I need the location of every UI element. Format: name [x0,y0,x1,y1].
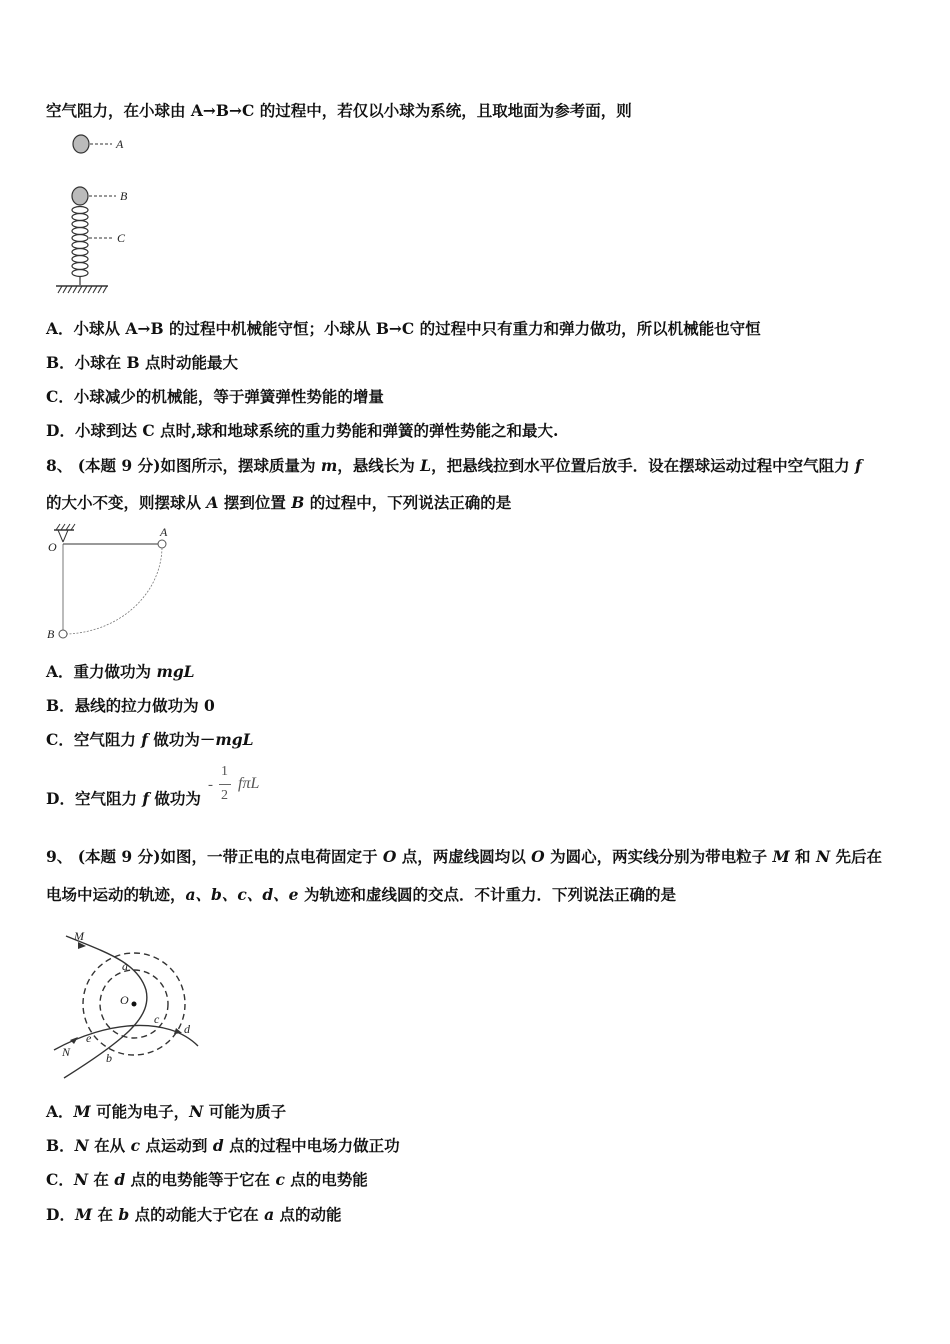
label-b: b [106,1051,112,1065]
q9-option-d[interactable]: D．M 在 b 点的动能大于它在 a 点的动能 [46,1205,342,1224]
label-d: d [184,1022,190,1036]
label-c: c [154,1012,160,1026]
q7-option-a[interactable]: A．小球从 A→B 的过程中机械能守恒；小球从 B→C 的过程中只有重力和弹力做功，所以机械能也守恒 [46,319,761,338]
pivot-support [54,524,75,542]
arrow-n-2 [174,1028,182,1034]
label-a: A [160,525,168,539]
ground [56,286,108,293]
q9-option-b[interactable]: B．N 在从 c 点运动到 d 点的过程中电场力做正功 [46,1136,400,1155]
label-b: B [47,627,55,641]
ball-a [158,540,166,548]
label-o: O [120,993,129,1007]
q8-option-b[interactable]: B．悬线的拉力做功为 0 [46,696,215,715]
q8-option-d[interactable]: D．空气阻力 f 做功为 [46,789,201,808]
label-b: B [120,189,128,203]
spring [72,207,88,286]
label-a: a [122,959,128,973]
ball-b [72,187,88,205]
q7-stem: 空气阻力，在小球由 A→B→C 的过程中，若仅以小球为系统，且取地面为参考面，则 [46,101,632,120]
q8-d-formula: - 1 2 fπL [208,764,260,803]
q8-stem-line2: 的大小不变，则摆球从 A 摆到位置 B 的过程中，下列说法正确的是 [46,493,512,512]
q9-option-c[interactable]: C．N 在 d 点的电势能等于它在 c 点的电势能 [46,1170,368,1189]
q8-stem-line1: 8、 (本题 9 分)如图所示，摆球质量为 m，悬线长为 L，把悬线拉到水平位置后放手．设在摆球运动过程中空气阻力 f [46,456,862,475]
q9-field-figure [48,928,208,1082]
q7-option-b[interactable]: B．小球在 B 点时动能最大 [46,353,239,372]
q8-option-a[interactable]: A．重力做功为 mgL [46,662,195,681]
label-o: O [48,540,57,554]
ball-a [73,135,89,153]
q8-option-c[interactable]: C．空气阻力 f 做功为－mgL [46,730,254,749]
label-a: A [116,137,124,151]
charge-o [132,1002,137,1007]
label-m: M [74,929,84,943]
ball-b [59,630,67,638]
q7-option-d[interactable]: D．小球到达 C 点时,球和地球系统的重力势能和弹簧的弹性势能之和最大. [46,421,559,440]
arrow-n [70,1037,78,1044]
q7-spring-figure [50,130,140,296]
swing-arc [66,548,162,634]
q8-pendulum-figure [44,522,180,642]
q7-option-c[interactable]: C．小球减少的机械能，等于弹簧弹性势能的增量 [46,387,384,406]
q9-option-a[interactable]: A．M 可能为电子，N 可能为质子 [46,1102,287,1121]
label-c: C [117,231,126,245]
label-n: N [62,1045,71,1059]
label-e: e [86,1031,92,1045]
q9-stem-line1: 9、 (本题 9 分)如图，一带正电的点电荷固定于 O 点，两虚线圆均以 O 为圆心，两实线分别为带电粒子 M 和 N 先后在 [46,847,883,866]
q9-stem-line2: 电场中运动的轨迹，a、b、c、d、e 为轨迹和虚线圆的交点．不计重力．下列说法正确的是 [46,885,676,904]
